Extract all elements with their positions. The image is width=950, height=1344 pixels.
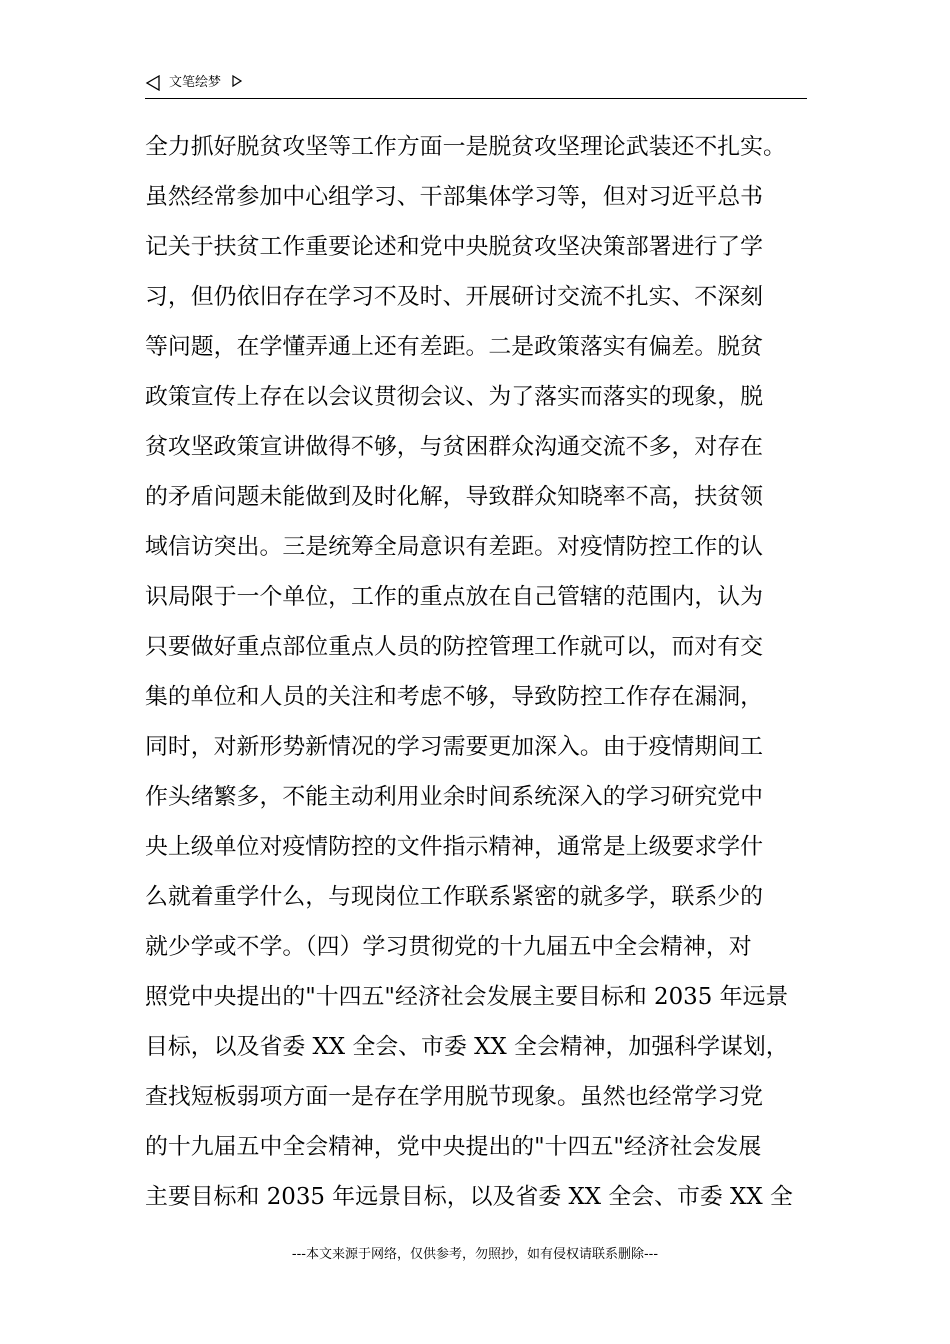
body-line: 照党中央提出的"十四五"经济社会发展主要目标和 2035 年远景: [145, 984, 789, 1010]
body-line: 同时，对新形势新情况的学习需要更加深入。由于疫情期间工: [145, 734, 764, 760]
body-line: 记关于扶贫工作重要论述和党中央脱贫攻坚决策部署进行了学: [145, 234, 764, 260]
body-line: 虽然经常参加中心组学习、干部集体学习等，但对习近平总书: [145, 184, 764, 210]
triangle-left-icon: [145, 75, 161, 91]
body-line: 央上级单位对疫情防控的文件指示精神，通常是上级要求学什: [145, 834, 764, 860]
body-line: 的十九届五中全会精神，党中央提出的"十四五"经济社会发展: [145, 1134, 762, 1160]
header-title: 文笔绘梦: [169, 75, 222, 90]
body-line: 全力抓好脱贫攻坚等工作方面一是脱贫攻坚理论武装还不扎实。: [145, 134, 786, 160]
body-line: 等问题，在学懂弄通上还有差距。二是政策落实有偏差。脱贫: [145, 334, 764, 360]
body-line: 么就着重学什么，与现岗位工作联系紧密的就多学，联系少的: [145, 884, 764, 910]
document-body: [145, 122, 810, 1222]
body-line: 就少学或不学。（四）学习贯彻党的十九届五中全会精神，对: [145, 934, 752, 960]
body-line: 主要目标和 2035 年远景目标，以及省委 XX 全会、市委 XX 全: [145, 1184, 793, 1210]
page-header: [145, 72, 807, 99]
body-line: 集的单位和人员的关注和考虑不够，导致防控工作存在漏洞，: [145, 684, 764, 710]
body-line: 作头绪繁多，不能主动利用业余时间系统深入的学习研究党中: [145, 784, 764, 810]
body-line: 域信访突出。三是统筹全局意识有差距。对疫情防控工作的认: [145, 534, 764, 560]
body-line: 识局限于一个单位，工作的重点放在自己管辖的范围内，认为: [145, 584, 764, 610]
page-footer-disclaimer: ---本文来源于网络，仅供参考，勿照抄，如有侵权请联系删除---: [291, 1247, 659, 1262]
body-line: 政策宣传上存在以会议贯彻会议、为了落实而落实的现象，脱: [145, 384, 764, 410]
triangle-right-icon: [231, 74, 243, 88]
body-line: 查找短板弱项方面一是存在学用脱节现象。虽然也经常学习党: [145, 1084, 764, 1110]
body-line: 目标，以及省委 XX 全会、市委 XX 全会精神，加强科学谋划，: [145, 1034, 789, 1060]
body-line: 贫攻坚政策宣讲做得不够，与贫困群众沟通交流不多，对存在: [145, 434, 764, 460]
body-line: 习，但仍依旧存在学习不及时、开展研讨交流不扎实、不深刻: [145, 284, 764, 310]
body-line: 只要做好重点部位重点人员的防控管理工作就可以，而对有交: [145, 634, 764, 660]
body-line: 的矛盾问题未能做到及时化解，导致群众知晓率不高，扶贫领: [145, 484, 764, 510]
